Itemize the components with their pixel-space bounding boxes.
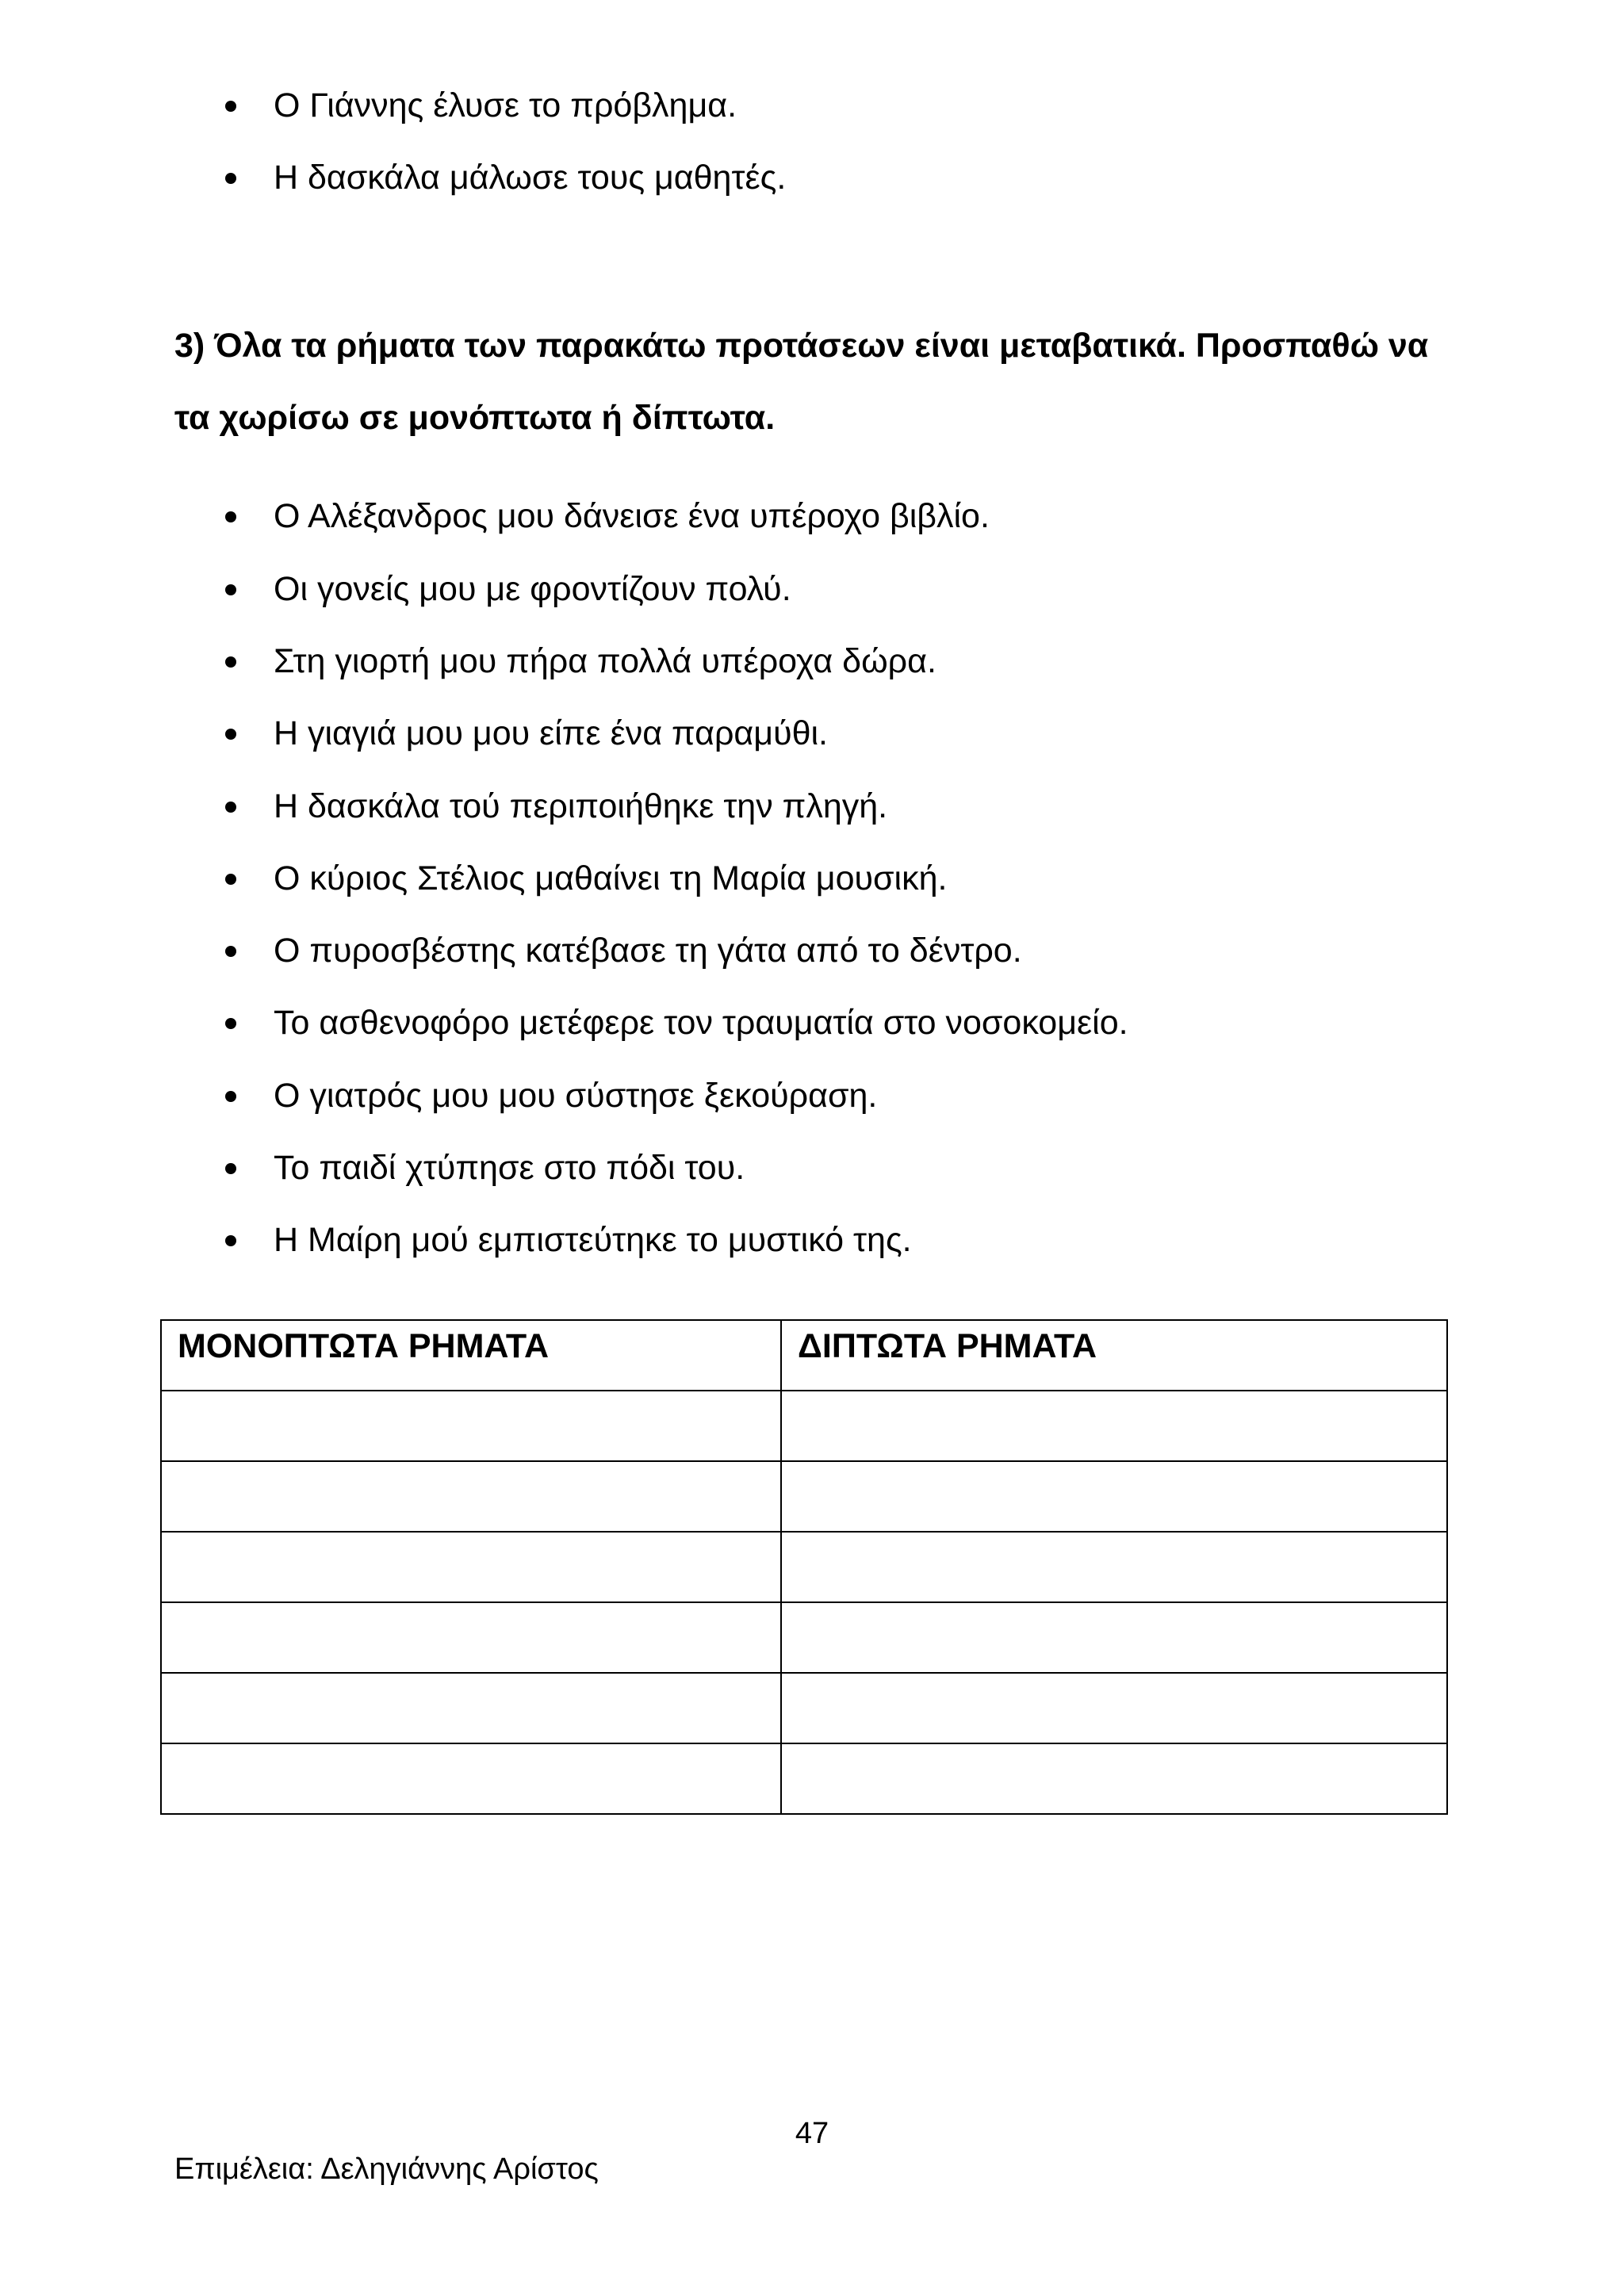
- sentence-text: Η δασκάλα μάλωσε τους μαθητές.: [274, 159, 787, 197]
- sentence-text: Ο Αλέξανδρος μου δάνεισε ένα υπέροχο βιβλίο.: [274, 497, 990, 535]
- sentence-text: Η Μαίρη μού εμπιστεύτηκε το μυστικό της.: [274, 1221, 912, 1259]
- page-number: 47: [795, 2117, 829, 2150]
- question-line-2: τα χωρίσω σε μονόπτωτα ή δίπτωτα.: [174, 399, 776, 437]
- table-row: [161, 1673, 1447, 1743]
- answer-cell-diptota[interactable]: [781, 1461, 1447, 1532]
- answer-cell-diptota[interactable]: [781, 1743, 1447, 1814]
- bullet-icon: [225, 1235, 236, 1246]
- bullet-icon: [225, 1163, 236, 1174]
- sentence-text: Ο κύριος Στέλιος μαθαίνει τη Μαρία μουσική.: [274, 859, 948, 897]
- bullet-icon: [225, 173, 236, 184]
- table-row: [161, 1602, 1447, 1673]
- answer-cell-monoptota[interactable]: [161, 1461, 781, 1532]
- table-row: [161, 1461, 1447, 1532]
- sentence-text: Το παιδί χτύπησε στο πόδι του.: [274, 1149, 745, 1187]
- sentence-text: Το ασθενοφόρο μετέφερε τον τραυματία στο νοσοκομείο.: [274, 1004, 1128, 1042]
- sentence-text: Ο πυροσβέστης κατέβασε τη γάτα από το δέντρο.: [274, 932, 1022, 970]
- answer-cell-monoptota[interactable]: [161, 1602, 781, 1673]
- bullet-icon: [225, 802, 236, 813]
- bullet-icon: [225, 101, 236, 112]
- answer-cell-monoptota[interactable]: [161, 1673, 781, 1743]
- question-line-1: 3) Όλα τα ρήματα των παρακάτω προτάσεων είναι μεταβατικά. Προσπαθώ να: [174, 327, 1429, 365]
- answer-cell-diptota[interactable]: [781, 1673, 1447, 1743]
- sentence-text: Η γιαγιά μου μου είπε ένα παραμύθι.: [274, 714, 829, 752]
- table-row: [161, 1532, 1447, 1602]
- table-row: [161, 1743, 1447, 1814]
- bullet-icon: [225, 1018, 236, 1029]
- answer-cell-monoptota[interactable]: [161, 1391, 781, 1461]
- answer-cell-monoptota[interactable]: [161, 1532, 781, 1602]
- bullet-icon: [225, 584, 236, 595]
- footer-credit: Επιμέλεια: Δεληγιάννης Αρίστος: [174, 2152, 599, 2186]
- answer-cell-diptota[interactable]: [781, 1602, 1447, 1673]
- sentence-text: Ο Γιάννης έλυσε το πρόβλημα.: [274, 86, 737, 124]
- bullet-icon: [225, 874, 236, 885]
- bullet-icon: [225, 511, 236, 522]
- bullet-icon: [225, 1091, 236, 1102]
- sentence-text: Η δασκάλα τού περιποιήθηκε την πληγή.: [274, 787, 888, 825]
- bullet-icon: [225, 656, 236, 668]
- sentence-text: Οι γονείς μου με φροντίζουν πολύ.: [274, 570, 791, 608]
- table-header-row: [161, 1320, 1447, 1391]
- answer-cell-monoptota[interactable]: [161, 1743, 781, 1814]
- answer-cell-diptota[interactable]: [781, 1532, 1447, 1602]
- sentence-text: Ο γιατρός μου μου σύστησε ξεκούραση.: [274, 1077, 878, 1115]
- classification-table: [160, 1319, 1448, 1815]
- sentence-text: Στη γιορτή μου πήρα πολλά υπέροχα δώρα.: [274, 642, 936, 680]
- exercise-question: [174, 310, 1483, 454]
- table-row: [161, 1391, 1447, 1461]
- bullet-icon: [225, 729, 236, 740]
- answer-cell-diptota[interactable]: [781, 1391, 1447, 1461]
- header-diptota: ΔΙΠΤΩΤΑ ΡΗΜΑΤΑ: [781, 1320, 1447, 1391]
- header-monoptota: ΜΟΝΟΠΤΩΤΑ ΡΗΜΑΤΑ: [161, 1320, 781, 1391]
- bullet-icon: [225, 946, 236, 957]
